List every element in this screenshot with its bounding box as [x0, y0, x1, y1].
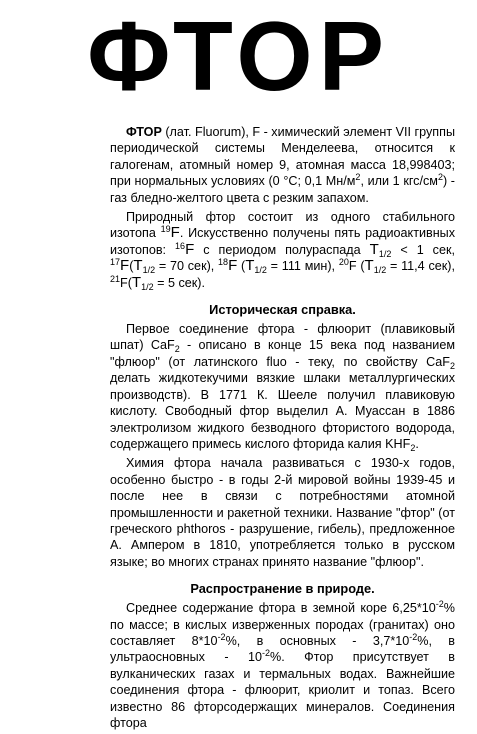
text-run: = 111 мин), — [266, 259, 339, 274]
text-run: (лат. Fluorum), F - химический элемент VII группы периодической системы Менделеева, относится к галогенам, атомный номер 9, атомная масса 18,998403; при нормальных условиях (0 °С; 0,1 Мн/м — [110, 125, 455, 189]
halflife-symbol: T — [369, 240, 379, 258]
halflife-symbol: T — [364, 257, 374, 275]
subscript: 1/2 — [254, 265, 267, 276]
text-run: ( — [237, 259, 246, 274]
text-run: % по массе; в кислых изверженных породах (гранитах) оно составляет 8*10 — [110, 601, 455, 648]
superscript: 16 — [175, 240, 186, 251]
paragraph-isotopes — [110, 209, 455, 291]
text-run: делать жидкотекучими вязкие шлаки металлургических производств). В 1771 К. Шееле получил плавиковую кислоту. Свободный фтор выделил А. Муассан в 1886 электролизом жидкого безводного фтористого водорода, содержащего примесь кислого фторида калия KHF — [110, 371, 455, 451]
text-run: Первое соединение фтора - флюорит (плавиковый шпат) CaF — [110, 322, 455, 353]
superscript: 18 — [218, 257, 229, 268]
subscript: 1/2 — [378, 248, 392, 259]
paragraph-history-2: Химия фтора начала развиваться с 1930-х годов, особенно быстро - в годы 2-й мировой войны 1939-45 и после нее в связи с потребностями атомной промышленности и ракетной техники. Название "фтор" (от греческого phthoros - разрушение, гибель), предложенное А. Ампером в 1810, употребляется только в русском языке; во многих странах принято название "флюор". — [110, 456, 455, 569]
subscript: 1/2 — [373, 265, 387, 276]
text-run: . Искусственно получены пять радиоактивных изотопов: — [110, 226, 455, 257]
page-title: ФТОР — [87, 1, 390, 111]
text-run: = 5 сек). — [153, 275, 205, 290]
text-run: - описано в конце 15 века под названием "флюор" (от латинского fluo - теку, по свойству CaF — [110, 338, 455, 369]
text-run: с периодом полураспада — [194, 242, 370, 257]
halflife-symbol: T — [133, 257, 143, 275]
element-symbol: F — [120, 275, 128, 290]
superscript: 21 — [110, 273, 121, 284]
superscript: 2 — [355, 172, 361, 183]
subscript: 2 — [174, 344, 180, 355]
text-run: Среднее содержание фтора в земной коре 6,25*10 — [126, 601, 436, 616]
text-run: %, в основных - 3,7*10 — [225, 633, 410, 648]
element-symbol: F — [170, 224, 180, 242]
superscript: 20 — [338, 257, 349, 268]
element-symbol: F — [348, 259, 357, 274]
halflife-symbol: T — [131, 273, 142, 291]
text-run: = 70 сек), — [155, 259, 219, 274]
article-body — [110, 124, 455, 734]
paragraph-history-1 — [110, 321, 455, 452]
halflife-symbol: T — [245, 257, 255, 275]
text-run: . — [415, 436, 419, 451]
text-run: ( — [129, 259, 134, 274]
superscript: 17 — [110, 257, 121, 268]
subscript: 1/2 — [142, 265, 156, 276]
subscript: 1/2 — [141, 281, 154, 292]
text-run: %. Фтор присутствует в вулканических газах и термальных водах. Важнейшие соединения фтора - флюорит, криолит и топаз. Всего известно 86 фторсодержащих минералов. Соединения фтора — [110, 650, 455, 730]
superscript: -2 — [262, 648, 271, 659]
superscript: 2 — [437, 172, 443, 183]
superscript: 19 — [160, 224, 171, 235]
text-run: , или 1 кгс/см — [360, 174, 438, 189]
subscript: 2 — [449, 360, 455, 371]
paragraph-distribution — [110, 600, 455, 731]
superscript: -2 — [409, 631, 418, 642]
element-symbol: F — [120, 257, 130, 275]
element-symbol: F — [185, 240, 195, 258]
section-heading-history: Историческая справка. — [209, 302, 356, 318]
term-lead: ФТОР — [126, 125, 162, 139]
superscript: -2 — [217, 631, 226, 642]
text-run: ) - газ бледно-желтого цвета с резким запахом. — [110, 174, 456, 205]
element-symbol: F — [228, 257, 238, 275]
text-run: Природный фтор состоит из одного стабильного изотопа — [110, 210, 455, 241]
text-run: %, в ультраосновных - 10 — [110, 633, 455, 665]
paragraph-definition — [110, 124, 455, 206]
text-run: < 1 сек, — [391, 242, 455, 257]
text-run: ( — [356, 259, 365, 274]
section-heading-distribution: Распространение в природе. — [190, 581, 375, 597]
text-run: ( — [127, 275, 132, 290]
superscript: -2 — [435, 599, 444, 610]
text-run: = 11,4 сек), — [386, 259, 455, 274]
subscript: 2 — [410, 442, 416, 453]
